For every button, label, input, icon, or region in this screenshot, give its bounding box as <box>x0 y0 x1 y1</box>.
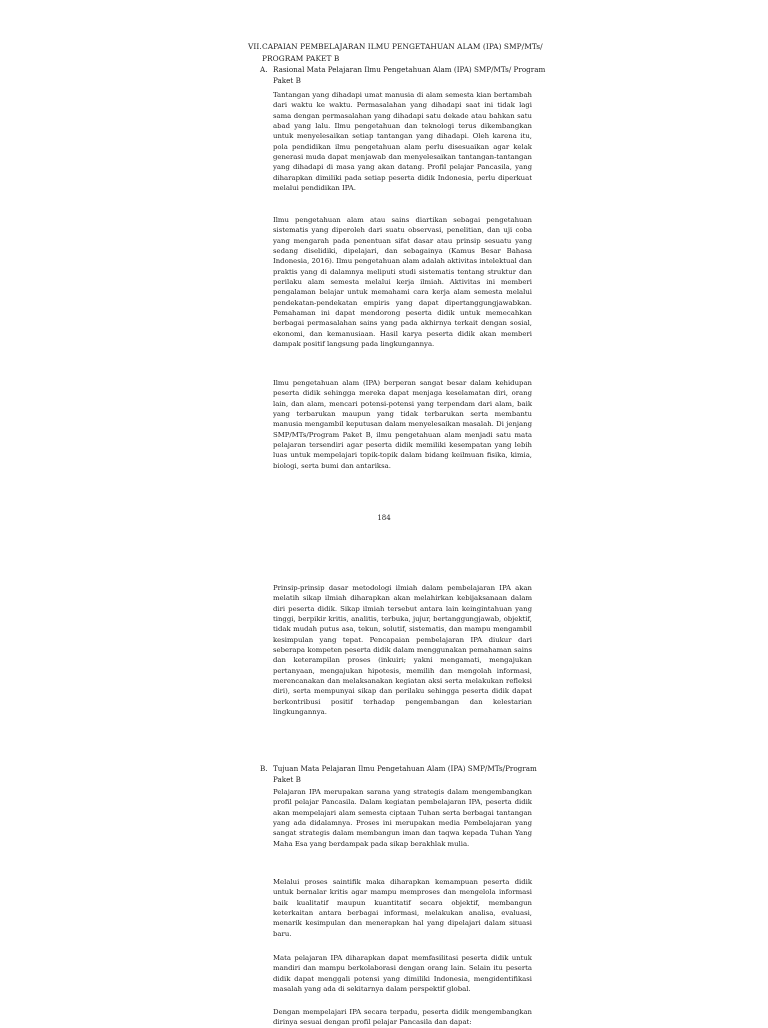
section-number: VII. <box>248 42 262 51</box>
paragraph: Melalui proses saintifik maka diharapkan kemampuan peserta didik untuk bernalar kritis agar mampu memproses dan mengelola informasi baik kualitatif maupun kuantitatif secara objektif, membangun keterkaitan antara berbagai informasi, melakukan analisa, evaluasi, menarik kesimpulan dan menerapkan hal yang dipelajari dalam situasi baru. <box>273 878 532 938</box>
subsection-b-letter: B. <box>260 764 268 773</box>
paragraph: Pelajaran IPA merupakan sarana yang strategis dalam mengembangkan profil pelajar Pancasila. Dalam kegiatan pembelajaran IPA, peserta didik akan mempelajari alam semesta ciptaan Tuhan serta berbagai tantangan yang ada didalamnya. Proses ini merupakan media Pembelajaran yang sangat strategis dalam membangun iman dan taqwa kepada Tuhan Yang Maha Esa yang berdampak pada sikap berakhlak mulia. <box>273 788 532 848</box>
subsection-a-letter: A. <box>260 65 268 74</box>
subsection-a-title: Rasional Mata Pelajaran Ilmu Pengetahuan Alam (IPA) SMP/MTs/ Program Paket B <box>273 65 546 85</box>
paragraph: Dengan mempelajari IPA secara terpadu, peserta didik mengembangkan dirinya sesuai dengan profil pelajar Pancasila dan dapat: <box>273 1008 532 1027</box>
paragraph: Ilmu pengetahuan alam atau sains diartikan sebagai pengetahuan sistematis yang diperoleh dari suatu observasi, penelitian, dan uji coba yang mengarah pada penentuan sifat dasar atau prinsip sesuatu yang sedang diselidiki, dipelajari, dan sebagainya (Kamus Besar Bahasa Indonesia, 2016). Ilmu pengetahuan alam adalah aktivitas intelektual dan praktis yang di dalamnya meliputi studi sistematis tentang struktur dan perilaku alam semesta melalui kerja ilmiah. Aktivitas ini memberi pengalaman belajar untuk memahami cara kerja alam semesta melalui pendekatan-pendekatan empiris yang dapat dipertanggungjawabkan. Pemahaman ini dapat mendorong peserta didik untuk memecahkan berbagai permasalahan sains yang pada akhirnya terkait dengan sosial, ekonomi, dan kemanusiaan. Hasil karya peserta didik akan memberi dampak positif langsung pada lingkungannya. <box>273 216 532 349</box>
subsection-b-title: Tujuan Mata Pelajaran Ilmu Pengetahuan Alam (IPA) SMP/MTs/Program Paket B <box>273 764 537 784</box>
page-number: 184 <box>377 514 391 522</box>
paragraph: Tantangan yang dihadapi umat manusia di alam semesta kian bertambah dari waktu ke waktu. Permasalahan yang dihadapi saat ini tidak lagi sama dengan permasalahan yang dihadapi satu dekade atau bahkan satu abad yang lalu. Ilmu pengetahuan dan teknologi terus dikembangkan untuk menyelesaikan setiap tantangan yang dihadapi. Oleh karena itu, pola pendidikan ilmu pengetahuan alam perlu disesuaikan agar kelak generasi muda dapat menjawab dan menyelesaikan tantangan-tantangan yang dihadapi di masa yang akan datang. Profil pelajar Pancasila, yang diharapkan dimiliki pada setiap peserta didik Indonesia, perlu diperkuat melalui pendidikan IPA. <box>273 91 532 193</box>
paragraph: Prinsip-prinsip dasar metodologi ilmiah dalam pembelajaran IPA akan melatih sikap ilmiah diharapkan akan melahirkan kebijaksanaan dalam diri peserta didik. Sikap ilmiah tersebut antara lain keingintahuan yang tinggi, berpikir kritis, analitis, terbuka, jujur, bertanggungjawab, objektif, tidak mudah putus asa, tekun, solutif, sistematis, dan mampu mengambil kesimpulan yang tepat. Pencapaian pembelajaran IPA diukur dari seberapa kompeten peserta didik dalam menggunakan pemahaman sains dan keterampilan proses (inkuiri; yakni mengamati, mengajukan pertanyaan, mengajukan hipotesis, memilih dan mengolah informasi, merencanakan dan melaksanakan kegiatan aksi serta melakukan refleksi diri), serta mempunyai sikap dan perilaku sehingga peserta didik dapat berkontribusi positif terhadap pengembangan dan kelestarian lingkungannya. <box>273 584 532 717</box>
section-title: CAPAIAN PEMBELAJARAN ILMU PENGETAHUAN ALAM (IPA) SMP/MTs/ PROGRAM PAKET B <box>262 42 543 63</box>
paragraph: Mata pelajaran IPA diharapkan dapat memfasilitasi peserta didik untuk mandiri dan mampu berkolaborasi dengan orang lain. Selain itu peserta didik dapat menggali potensi yang dimiliki Indonesia, mengidentifikasi masalah yang ada di sekitarnya dalam perspektif global. <box>273 954 532 994</box>
paragraph: Ilmu pengetahuan alam (IPA) berperan sangat besar dalam kehidupan peserta didik sehingga mereka dapat menjaga keselamatan diri, orang lain, dan alam, mencari potensi-potensi yang terpendam dari alam, baik yang terbarukan maupun yang tidak terbarukan serta membantu manusia mengambil keputusan dalam menyelesaikan masalah. Di jenjang SMP/MTs/Program Paket B, ilmu pengetahuan alam menjadi satu mata pelajaran tersendiri agar peserta didik memiliki kesempatan yang lebih luas untuk mempelajari topik-topik dalam bidang keilmuan fisika, kimia, biologi, serta bumi dan antariksa. <box>273 379 532 470</box>
